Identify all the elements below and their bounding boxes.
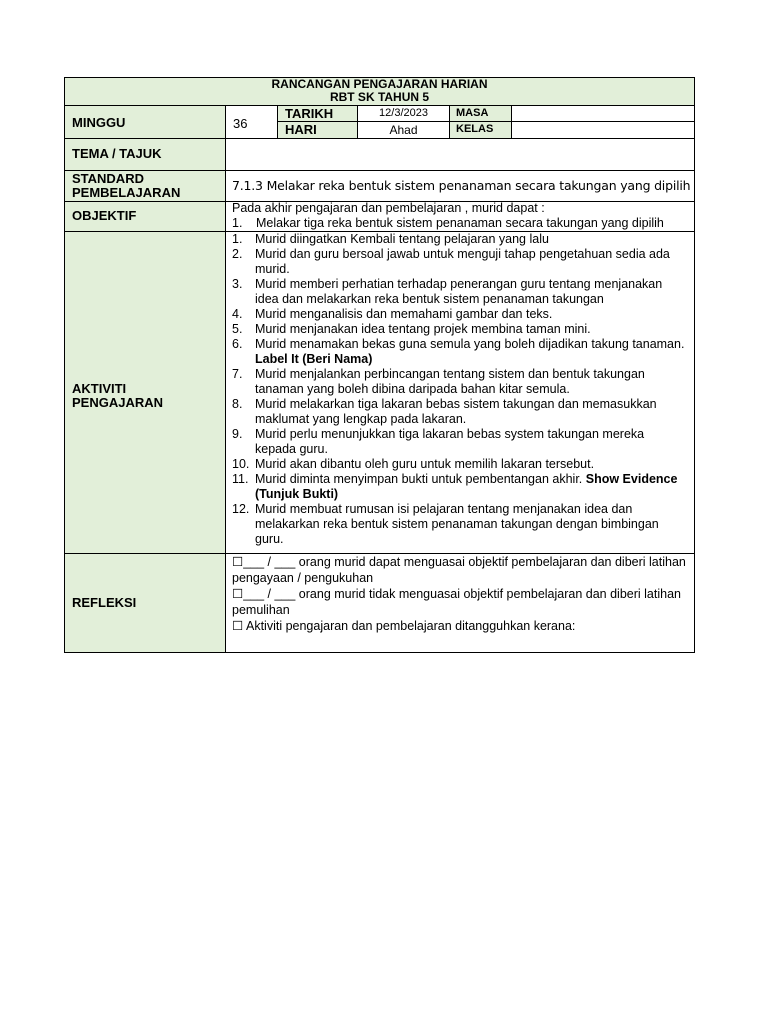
aktiviti-item-num: 1. [232, 232, 243, 246]
aktiviti-item-text: Murid perlu menunjukkan tiga lakaran bebas system takungan mereka kepada guru. [255, 427, 645, 456]
standard-row [64, 170, 695, 202]
masa-label-cell [450, 106, 512, 122]
tema-label: TEMA / TAJUK [72, 146, 162, 161]
tarikh-value-cell [358, 106, 450, 122]
aktiviti-label-line2: PENGAJARAN [72, 395, 164, 410]
tarikh-label: TARIKH [285, 106, 334, 121]
aktiviti-item [226, 277, 688, 307]
aktiviti-label-cell [65, 232, 226, 553]
refleksi-row [64, 553, 695, 653]
kelas-value-cell [512, 122, 694, 138]
aktiviti-item-num: 7. [232, 367, 243, 381]
aktiviti-item [226, 322, 688, 337]
masa-value-cell [512, 106, 694, 122]
tema-value-cell [226, 139, 694, 170]
refleksi-line-1: ☐___ / ___ orang murid dapat menguasai objektif pembelajaran dan diberi latihan pengayaan / pengukuhan [232, 555, 686, 585]
masa-label: MASA [456, 107, 489, 119]
tema-row [64, 138, 695, 171]
objektif-row [64, 201, 695, 232]
aktiviti-list [226, 232, 688, 547]
info-row [64, 105, 695, 139]
refleksi-line-3: ☐ Aktiviti pengajaran dan pembelajaran ditangguhkan kerana: [232, 619, 576, 633]
minggu-label-cell [65, 106, 226, 138]
aktiviti-item-text: Murid membuat rumusan isi pelajaran tentang menjanakan idea dan melakarkan reka bentuk sistem penanaman takungan dengan bimbingan guru. [255, 502, 659, 546]
objektif-item-text: Melakar tiga reka bentuk sistem penanaman secara takungan yang dipilih [256, 216, 664, 230]
refleksi-label-cell [65, 554, 226, 652]
hari-label: HARI [285, 122, 317, 137]
page-subtitle: RBT SK TAHUN 5 [329, 90, 430, 104]
aktiviti-item [226, 502, 688, 547]
standard-value-cell [226, 171, 694, 201]
aktiviti-item [226, 472, 688, 502]
aktiviti-item [226, 457, 688, 472]
hari-label-cell [278, 122, 358, 138]
aktiviti-item-num: 4. [232, 307, 243, 321]
aktiviti-item [226, 397, 688, 427]
refleksi-label: REFLEKSI [72, 595, 137, 610]
refleksi-line-2: ☐___ / ___ orang murid tidak menguasai objektif pembelajaran dan diberi latihan pemulihan [232, 587, 681, 617]
aktiviti-item-text: Murid menjanakan idea tentang projek membina taman mini. [255, 322, 591, 336]
aktiviti-label-line1: AKTIVITI [72, 381, 127, 396]
aktiviti-item-text: Murid melakarkan tiga lakaran bebas sistem takungan dan memasukkan maklumat yang lengkap pada lakaran. [255, 397, 657, 426]
objektif-label: OBJEKTIF [72, 208, 137, 223]
standard-label-line2: PEMBELAJARAN [72, 185, 181, 200]
objektif-value-cell [226, 202, 694, 231]
aktiviti-item-num: 12. [232, 502, 250, 516]
objektif-label-cell [65, 202, 226, 231]
aktiviti-item [226, 307, 688, 322]
aktiviti-item-text: Murid memberi perhatian terhadap penerangan guru tentang menjanakan idea dan melakarkan reka bentuk sistem penanaman takungan [255, 277, 663, 306]
kelas-label: KELAS [456, 123, 494, 135]
aktiviti-item-text: Murid diminta menyimpan bukti untuk pembentangan akhir. [255, 472, 586, 486]
aktiviti-item-text: Murid menamakan bekas guna semula yang boleh dijadikan takung tanaman. [255, 337, 685, 351]
aktiviti-item-num: 11. [232, 472, 249, 486]
subtitle-row [64, 91, 695, 106]
aktiviti-row [64, 231, 695, 554]
aktiviti-item-num: 10. [232, 457, 250, 471]
aktiviti-item [226, 367, 688, 397]
aktiviti-item-text: Murid menganalisis dan memahami gambar dan teks. [255, 307, 553, 321]
aktiviti-item [226, 337, 688, 367]
aktiviti-item-text: Murid diingatkan Kembali tentang pelajaran yang lalu [255, 232, 549, 246]
objektif-intro: Pada akhir pengajaran dan pembelajaran , murid dapat : [232, 201, 545, 215]
aktiviti-item-text: Murid dan guru bersoal jawab untuk menguji tahap pengetahuan sedia ada murid. [255, 247, 670, 276]
minggu-value: 36 [233, 116, 248, 131]
aktiviti-item [226, 427, 688, 457]
standard-label-cell [65, 171, 226, 201]
aktiviti-item-num: 2. [232, 247, 243, 261]
hari-value-cell [358, 122, 450, 138]
aktiviti-item-num: 9. [232, 427, 243, 441]
kelas-label-cell [450, 122, 512, 138]
refleksi-value-cell [226, 554, 694, 652]
aktiviti-item [226, 232, 688, 247]
objektif-item-num: 1. [232, 216, 243, 230]
aktiviti-item-num: 5. [232, 322, 243, 336]
minggu-value-cell [226, 106, 278, 138]
aktiviti-item-text: Murid akan dibantu oleh guru untuk memilih lakaran tersebut. [255, 457, 595, 471]
aktiviti-item-bold: Label It (Beri Nama) [255, 352, 373, 366]
aktiviti-item-bold: Show Evidence (Tunjuk Bukti) [255, 472, 678, 501]
tema-label-cell [65, 139, 226, 170]
tarikh-label-cell [278, 106, 358, 122]
tarikh-value: 12/3/2023 [379, 107, 428, 119]
aktiviti-list-cell [226, 232, 694, 553]
aktiviti-item [226, 247, 688, 277]
standard-label-line1: STANDARD [72, 171, 144, 186]
aktiviti-item-text: Murid menjalankan perbincangan tentang sistem dan bentuk takungan tanaman yang boleh dibina daripada bahan kitar semula. [255, 367, 645, 396]
page-title: RANCANGAN PENGAJARAN HARIAN [271, 77, 488, 91]
aktiviti-item-num: 3. [232, 277, 243, 291]
aktiviti-item-num: 8. [232, 397, 243, 411]
minggu-label: MINGGU [72, 115, 126, 130]
aktiviti-item-num: 6. [232, 337, 243, 351]
standard-value: 7.1.3 Melakar reka bentuk sistem penanaman secara takungan yang dipilih [232, 178, 691, 193]
hari-value: Ahad [389, 123, 418, 137]
